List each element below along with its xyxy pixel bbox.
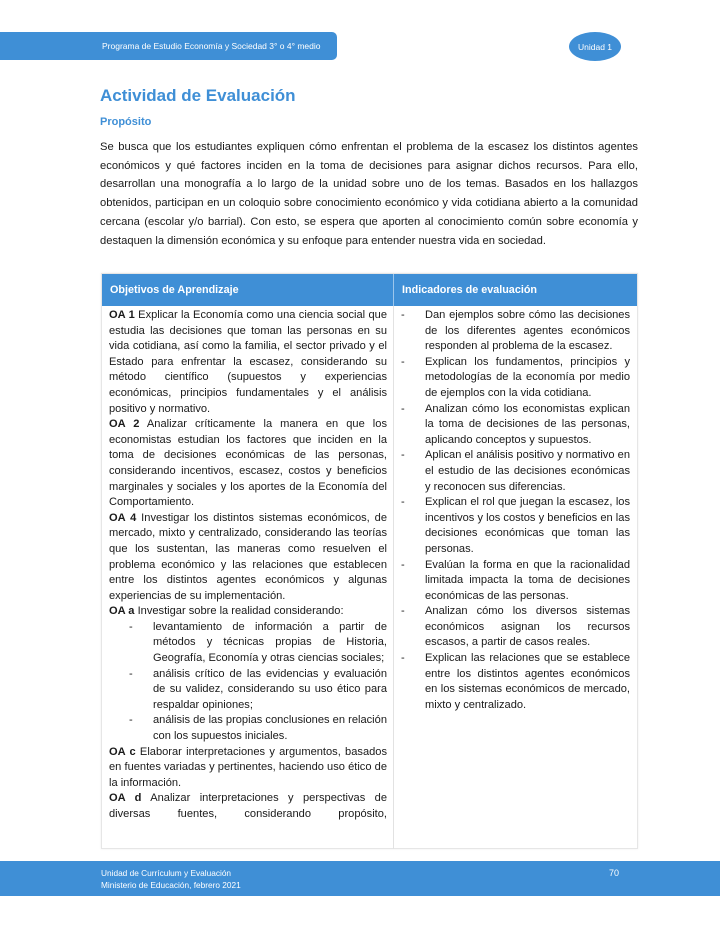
indicator-text: Aplican el análisis positivo y normativo en el estudio de las decisiones económicas y reconocen sus diferencias. [425, 449, 630, 493]
indicator-text: Explican las relaciones que se establece entre los distintos agentes económicos en los sistemas económicos de mercado, mixto y centralizado. [425, 652, 630, 711]
subitem-text: análisis crítico de las evidencias y evaluación de su validez, considerando su uso ético para respaldar opiniones; [153, 667, 387, 711]
objective-oa-a [109, 604, 387, 620]
indicator-item [399, 308, 630, 355]
dash-bullet: - [129, 667, 133, 680]
unit-badge [569, 32, 621, 61]
objective-text: Investigar sobre la realidad considerando: [134, 605, 344, 618]
oa-a-subitem [109, 713, 387, 744]
objective-code: OA 2 [109, 418, 140, 431]
footer-ministry-date: Ministerio de Educación, febrero 2021 [101, 880, 241, 890]
table-body [102, 306, 637, 849]
objective-oa-c [109, 745, 387, 792]
purpose-paragraph: Se busca que los estudiantes expliquen cómo enfrentan el problema de la escasez los distintos agentes económicos y qué factores inciden en la toma de decisiones para asignar dichos recursos. Para ello, desarrollan una monografía a lo largo de la unidad sobre uno de los temas. Basados en los hallazgos obtenidos, participan en un coloquio sobre conocimiento económico y vida cotidiana abierto a la comunidad cercana (escolar y/o barrial). Con esto, se espera que aporten al conocimiento común sobre economía y destaquen la dimensión económica y su enfoque para entender nuestra vida en sociedad. [100, 141, 638, 247]
indicator-item [399, 558, 630, 605]
objective-code: OA 4 [109, 511, 137, 524]
objectives-column [102, 306, 394, 849]
dash-bullet: - [401, 496, 405, 509]
dash-bullet: - [401, 449, 405, 462]
objective-oa4 [109, 511, 387, 605]
objective-text: Explicar la Economía como una ciencia social que estudia las decisiones que toman las personas en su vida cotidiana, así como la familia, el sector privado y el Estado para enfrentar la escasez, considerando su método científico (supuestos y experiencias económicas, principios fundamentales y el análisis positivo y normativo. [109, 309, 387, 415]
dash-bullet: - [401, 309, 405, 321]
indicator-text: Explican el rol que juegan la escasez, los incentivos y los costos y beneficios en las decisiones económicas que toman las personas. [425, 496, 630, 555]
indicator-item [399, 402, 630, 449]
indicator-item [399, 604, 630, 651]
program-title-bar [0, 32, 337, 60]
objective-text: Analizar críticamente la manera en que los economistas estudian los factores que inciden en la toma de decisiones económicas de las personas, considerando incentivos, escasez, costos y beneficios marginales y sociales y los aportes de la Economía del Comportamiento. [109, 418, 387, 509]
objective-text: Elaborar interpretaciones y argumentos, basados en fuentes variadas y pertinentes, haciendo uso ético de la información. [109, 745, 388, 789]
indicator-item [399, 495, 630, 557]
dash-bullet: - [401, 605, 405, 618]
objective-oa2 [109, 417, 387, 511]
oa-a-subitem [109, 667, 387, 714]
objectives-indicators-table [101, 273, 638, 849]
indicator-item [399, 355, 630, 402]
objective-text: Analizar interpretaciones y perspectivas de diversas fuentes, considerando propósito, [109, 792, 388, 820]
objective-code: OA d [109, 792, 142, 805]
indicator-text: Dan ejemplos sobre cómo las decisiones de los diferentes agentes económicos responden al problema de la escasez. [425, 309, 630, 353]
objective-code: OA 1 [109, 309, 135, 321]
dash-bullet: - [401, 558, 405, 571]
subitem-text: análisis de las propias conclusiones en relación con los supuestos iniciales. [153, 714, 387, 743]
dash-bullet: - [129, 620, 133, 633]
section-subtitle: Propósito [100, 116, 152, 128]
unit-label: Unidad 1 [577, 41, 613, 52]
indicator-item [399, 651, 630, 713]
page-number: 70 [609, 868, 620, 878]
indicator-text: Analizan cómo los diversos sistemas económicos asignan los recursos escasos, a partir de casos reales. [425, 605, 630, 649]
objective-code: OA a [109, 605, 135, 618]
objective-oa1 [109, 308, 387, 417]
indicator-text: Analizan cómo los economistas explican la toma de decisiones de las personas, aplicando conceptos y supuestos. [425, 402, 630, 446]
oa-a-subitem [109, 620, 387, 667]
objective-code: OA c [109, 745, 136, 758]
footer-department: Unidad de Currículum y Evaluación [101, 868, 232, 878]
dash-bullet: - [401, 355, 405, 368]
indicators-column [394, 306, 637, 849]
program-title: Programa de Estudio Economía y Sociedad 3° o 4° medio [102, 41, 321, 51]
page-title: Actividad de Evaluación [100, 86, 296, 105]
objective-oa-d [109, 791, 387, 822]
header-indicators: Indicadores de evaluación [402, 284, 538, 296]
dash-bullet: - [129, 714, 133, 727]
dash-bullet: - [401, 402, 405, 415]
objective-text: Investigar los distintos sistemas económicos, de mercado, mixto y centralizado, considerando las teorías que los sustentan, las maneras como resuelven el problema económico y las relaciones que establecen entre los distintos agentes económicos y algunas experiencias de su implementación. [109, 511, 387, 602]
indicator-item [399, 448, 630, 495]
page-footer [0, 861, 720, 896]
indicator-text: Evalúan la forma en que la racionalidad limitada impacta la toma de decisiones económicas de las personas. [425, 558, 630, 602]
table-header [102, 274, 637, 306]
header-objectives: Objetivos de Aprendizaje [102, 274, 394, 306]
indicator-text: Explican los fundamentos, principios y metodologías de la economía por medio de ejemplos con la vida cotidiana. [425, 355, 630, 399]
subitem-text: levantamiento de información a partir de métodos y técnicas propias de Historia, Geografía, Economía y otras ciencias sociales; [153, 620, 387, 665]
dash-bullet: - [401, 652, 405, 665]
